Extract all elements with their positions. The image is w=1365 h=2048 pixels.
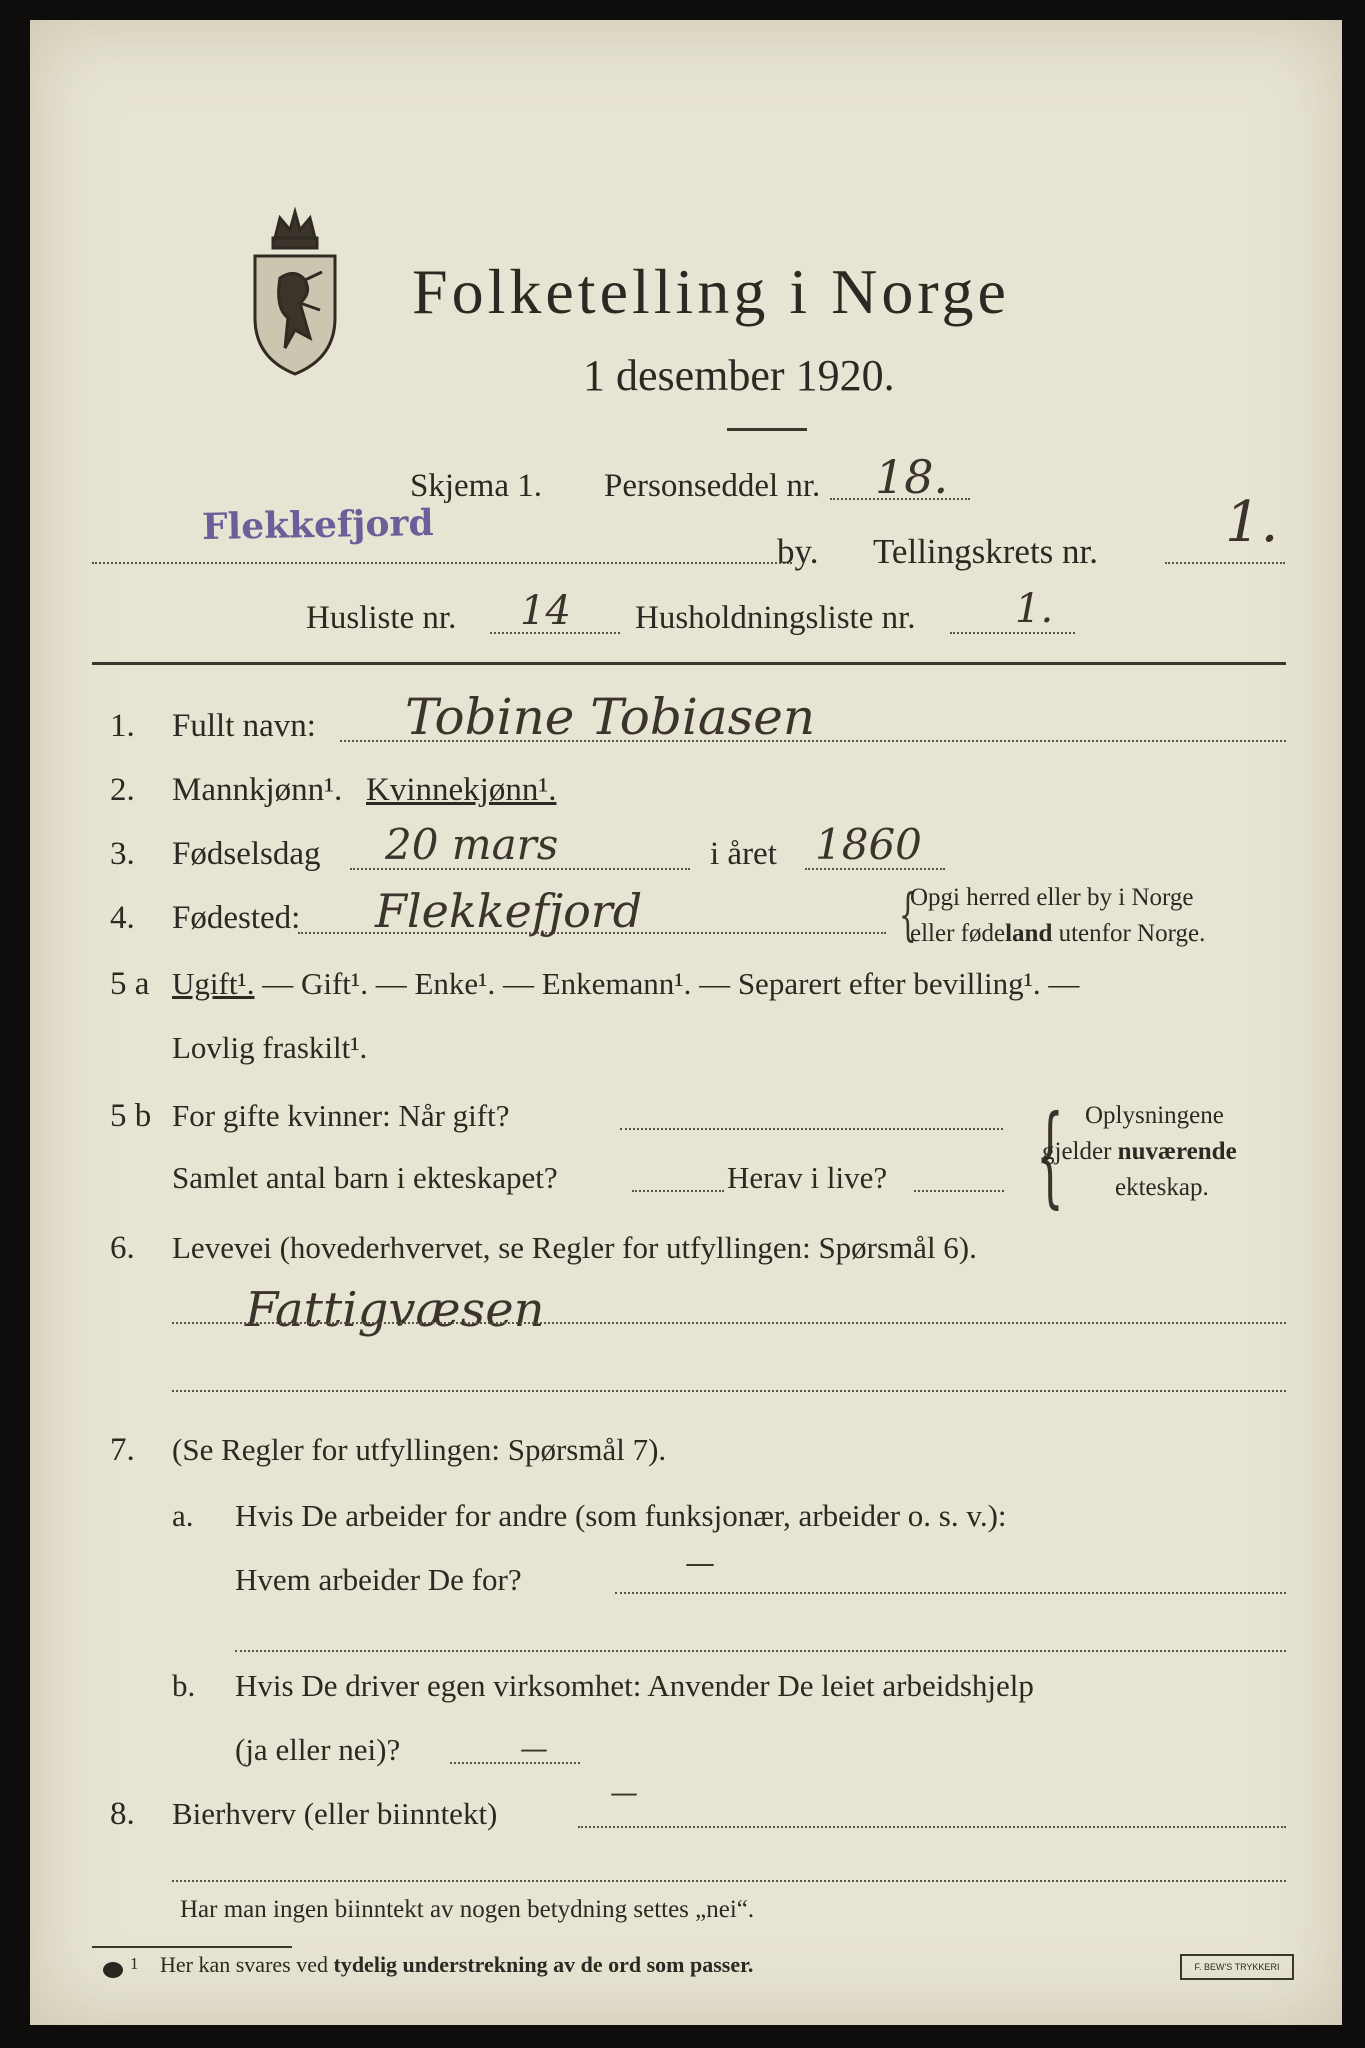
printer-mark: F. BEW'S TRYKKERI (1180, 1954, 1294, 1980)
q7-number: 7. (110, 1432, 135, 1468)
employer-line (615, 1592, 1286, 1594)
personseddel-value: 18. (875, 450, 949, 504)
children-alive-label: Herav i live? (727, 1160, 888, 1195)
birthplace-note-line2 (910, 920, 1205, 948)
q7a-text: Hvis De arbeider for andre (som funksjonær, arbeider o. s. v.): (235, 1498, 1007, 1533)
birthday-value: 20 mars (385, 820, 559, 869)
q5b-number: 5 b (110, 1098, 152, 1134)
birth-year-value: 1860 (815, 820, 922, 869)
marriage-note-brace: { (1036, 1091, 1064, 1219)
footnote-text-b: tydelig understrekning av de ord som passer. (333, 1952, 754, 1977)
birth-year-label: i året (710, 836, 777, 872)
side-income-note: Har man ingen biinntekt av nogen betydning settes „nei“. (180, 1896, 755, 1923)
q5a-number: 5 a (110, 966, 150, 1002)
note-text-b: land (1005, 920, 1053, 947)
norway-coat-of-arms-icon (240, 198, 350, 378)
children-count-label: Samlet antal barn i ekteskapet? (172, 1160, 558, 1195)
marital-other-options: — Gift¹. — Enke¹. — Enkemann¹. — Separert efter bevilling¹. — (254, 966, 1080, 1001)
husliste-label: Husliste nr. (306, 600, 457, 636)
gender-male-option: Mannkjønn¹. (172, 772, 343, 808)
by-label: by. (777, 532, 819, 571)
title-divider (727, 428, 807, 431)
marriage-note-line2 (1042, 1138, 1237, 1166)
form-title: Folketelling i Norge (412, 256, 1010, 327)
gender-female-option: Kvinnekjønn¹. (366, 772, 557, 808)
q7a-letter: a. (172, 1498, 194, 1533)
birthplace-label: Fødested: (172, 900, 301, 936)
marital-fraskilt-option: Lovlig fraskilt¹. (172, 1030, 368, 1065)
q2-number: 2. (110, 772, 135, 808)
marriage-note-b: nuværende (1117, 1138, 1237, 1165)
tellingskrets-label: Tellingskrets nr. (873, 532, 1099, 571)
municipality-line (92, 562, 792, 564)
husholdning-line (950, 632, 1075, 634)
municipality-stamp: Flekkefjord (201, 501, 434, 549)
employer-value: — (685, 1546, 715, 1581)
q7b-letter: b. (172, 1668, 196, 1703)
census-date: 1 desember 1920. (583, 351, 895, 400)
birthplace-value: Flekkefjord (375, 884, 643, 938)
q8-number: 8. (110, 1796, 135, 1832)
tellingskrets-line (1165, 562, 1285, 564)
hired-help-line (450, 1762, 580, 1764)
husliste-value: 14 (520, 588, 571, 634)
full-name-value: Tobine Tobiasen (405, 688, 816, 746)
personseddel-label: Personseddel nr. (604, 468, 821, 504)
marriage-date-line (620, 1128, 1003, 1130)
full-name-label: Fullt navn: (172, 708, 316, 744)
occupation-label: Levevei (hovederhvervet, se Regler for utfyllingen: Spørsmål 6). (172, 1230, 977, 1265)
hired-help-value: — (520, 1732, 548, 1765)
footnote-rule (92, 1946, 292, 1948)
marriage-note-line1: Oplysningene (1085, 1102, 1224, 1129)
tellingskrets-value: 1. (1225, 490, 1279, 555)
schema-number: Skjema 1. (410, 468, 542, 504)
marriage-date-label: For gifte kvinner: Når gift? (172, 1098, 510, 1133)
children-count-line (632, 1190, 724, 1192)
birthplace-note-brace: { (898, 883, 917, 948)
marital-ugift-option: Ugift¹. (172, 966, 255, 1001)
children-alive-line (914, 1190, 1004, 1192)
occupation-value: Fattigvæsen (245, 1282, 545, 1338)
q7-label: (Se Regler for utfyllingen: Spørsmål 7). (172, 1432, 667, 1467)
husholdning-value: 1. (1015, 586, 1054, 632)
marriage-note-a: gjelder (1042, 1138, 1118, 1165)
side-income-line (578, 1826, 1286, 1828)
footnote-text-a: Her kan svares ved (160, 1952, 334, 1977)
side-income-label: Bierhverv (eller biinntekt) (172, 1796, 498, 1831)
q7b-text: Hvis De driver egen virksomhet: Anvender De leiet arbeidshjelp (235, 1668, 1034, 1703)
q3-number: 3. (110, 836, 135, 872)
marriage-note-line3: ekteskap. (1115, 1174, 1209, 1201)
footnote-mark: 1 (130, 1954, 139, 1973)
note-text-c: utenfor Norge. (1052, 920, 1206, 947)
side-income-line-2 (172, 1880, 1286, 1882)
birthplace-note-line1: Opgi herred eller by i Norge (910, 884, 1194, 911)
footnote-text (160, 1952, 753, 1978)
q6-number: 6. (110, 1230, 135, 1266)
occupation-line-1 (172, 1322, 1286, 1324)
side-income-value: — (610, 1776, 638, 1809)
q4-number: 4. (110, 900, 135, 936)
census-form-sheet (30, 20, 1342, 2025)
husholdning-label: Husholdningsliste nr. (635, 600, 916, 636)
birthday-label: Fødselsdag (172, 836, 321, 872)
marital-status-options (172, 966, 1079, 1002)
section-divider (92, 662, 1286, 665)
occupation-line-2 (172, 1390, 1286, 1392)
hired-help-label: (ja eller nei)? (235, 1732, 401, 1767)
note-text-a: eller føde (910, 920, 1006, 947)
employer-label: Hvem arbeider De for? (235, 1562, 522, 1597)
q1-number: 1. (110, 708, 135, 744)
ink-blot (103, 1962, 123, 1978)
employer-line-2 (235, 1650, 1286, 1652)
